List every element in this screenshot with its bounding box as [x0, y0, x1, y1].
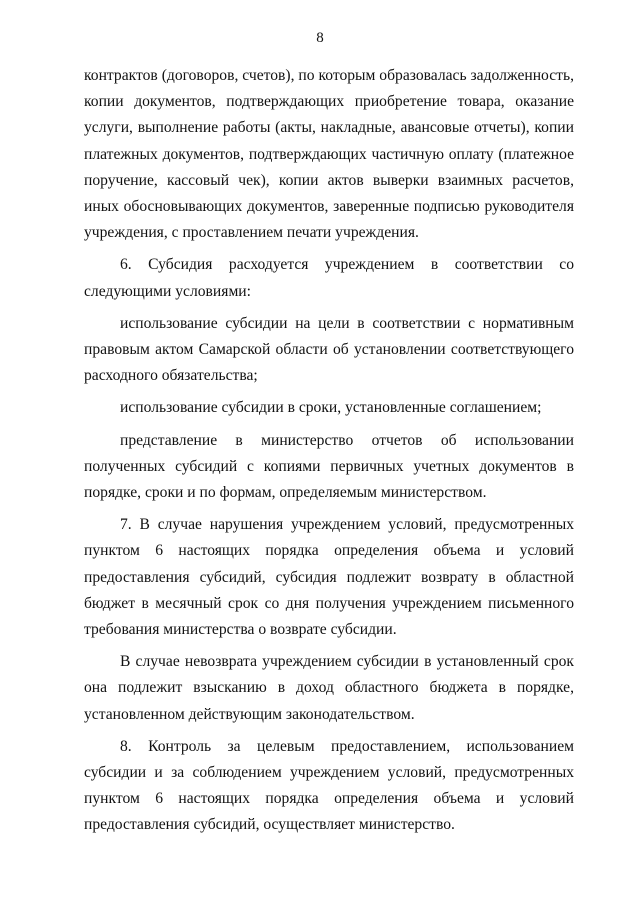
paragraph-non-return: В случае невозврата учреждением субсидии в установленный срок она подлежит взысканию в доход областного бюджета в порядке, установленном действующим законодательством.	[84, 653, 574, 723]
paragraph-clause-8: 8. Контроль за целевым предоставлением, использованием субсидии и за соблюдением учреждением условий, предусмотренных пунктом 6 настоящих порядка определения объема и условий предоставления субсидий, осуществляет министерство.	[84, 737, 574, 834]
paragraph-continuation: контрактов (договоров, счетов), по которым образовалась задолженность, копии документов, подтверждающих приобретение товара, оказание услуги, выполнение работы (акты, накладные, авансовые отчеты), копии платежных документов, подтверждающих частичную оплату (платежное поручение, кассовый чек), копии актов выверки взаимных расчетов, иных обосновывающих документов, заверенные подписью руководителя учреждения, с проставлением печати учреждения.	[84, 67, 574, 242]
document-body	[84, 63, 574, 839]
paragraph-condition-terms: использование субсидии в сроки, установленные соглашением;	[120, 399, 542, 417]
paragraph-clause-7: 7. В случае нарушения учреждением условий, предусмотренных пунктом 6 настоящих порядка определения объема и условий предоставления субсидий, субсидия подлежит возврату в областной бюджет в месячный срок со дня получения учреждением письменного требования министерства о возврате субсидии.	[84, 516, 574, 639]
page-number: 8	[316, 30, 324, 46]
paragraph-clause-6: 6. Субсидия расходуется учреждением в соответствии со следующими условиями:	[84, 256, 574, 300]
paragraph-condition-reports: представление в министерство отчетов об использовании полученных субсидий с копиями первичных учетных документов в порядке, сроки и по формам, определяемым министерством.	[84, 431, 574, 502]
paragraph-condition-purpose: использование субсидии на цели в соответствии с нормативным правовым актом Самарской области об установлении соответствующего расходного обязательства;	[84, 314, 574, 385]
